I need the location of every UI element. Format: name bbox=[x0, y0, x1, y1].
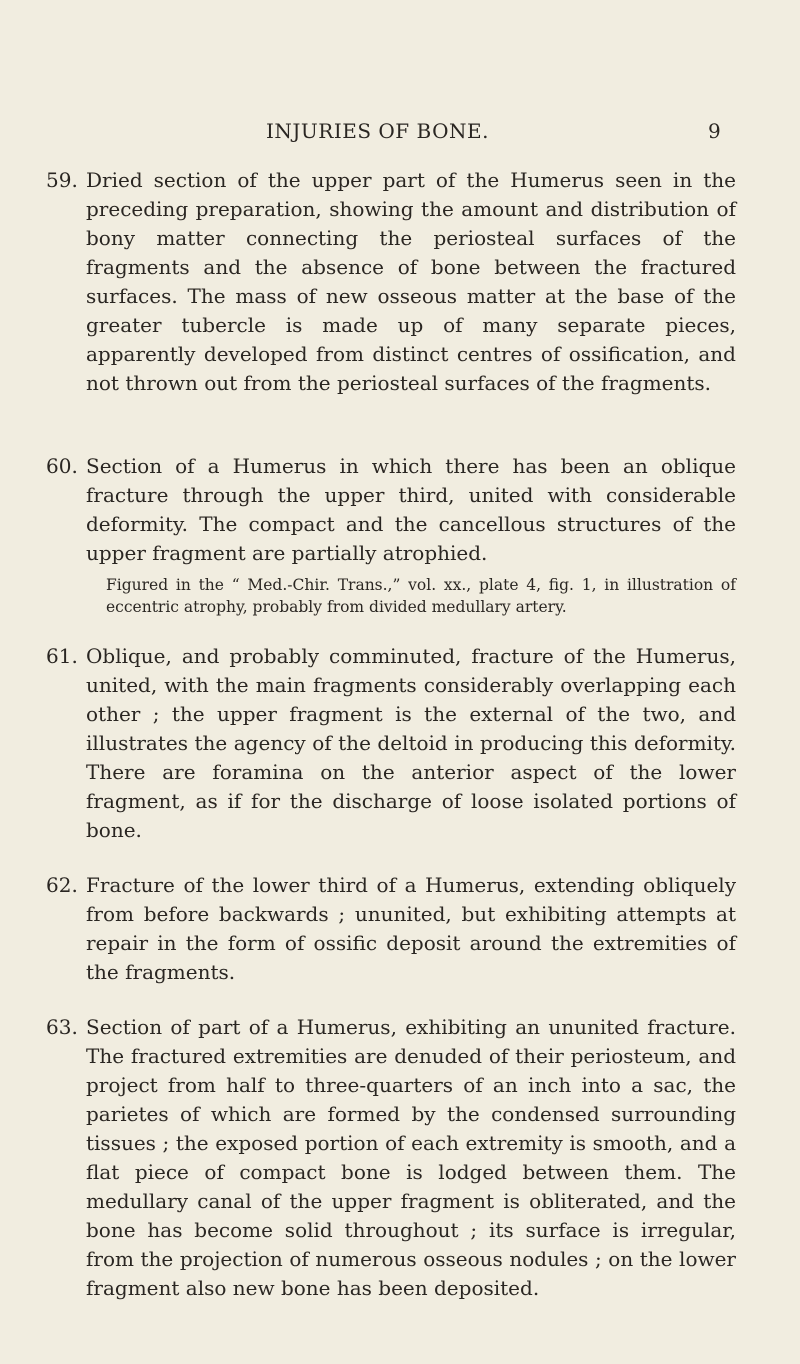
entry-text: Section of a Humerus in which there has been an oblique fracture through the upper third, united with considerable deformity. The compact and the cancellous structures of the upper fragment are partially atrophied. bbox=[86, 454, 736, 565]
page-number: 9 bbox=[708, 119, 721, 143]
catalogue-entry-60 bbox=[46, 452, 736, 618]
catalogue-entry-62 bbox=[46, 871, 736, 987]
entry-number: 63. bbox=[46, 1015, 78, 1039]
running-title: INJURIES OF BONE. bbox=[266, 119, 489, 143]
catalogue-entry-59 bbox=[46, 166, 736, 398]
entry-footnote: Figured in the “ Med.-Chir. Trans.,” vol. xx., plate 4, fig. 1, in illustration of eccentric atrophy, probably from divided medullary artery. bbox=[106, 576, 736, 616]
entry-text: Dried section of the upper part of the Humerus seen in the preceding preparation, showing the amount and distribution of bony matter connecting the periosteal surfaces of the fragments and the absence of bone between the fractured surfaces. The mass of new osseous matter at the base of the greater tubercle is made up of many separate pieces, apparently developed from distinct centres of ossification, and not thrown out from the periosteal surfaces of the fragments. bbox=[86, 168, 736, 395]
running-head bbox=[0, 118, 800, 148]
catalogue-entry-63 bbox=[46, 1013, 736, 1303]
entry-number: 61. bbox=[46, 644, 78, 668]
entry-number: 62. bbox=[46, 873, 78, 897]
entry-text: Fracture of the lower third of a Humerus, extending obliquely from before backwards ; ununited, but exhibiting attempts at repair in the form of ossific deposit around the extremities of the fragments. bbox=[86, 873, 736, 984]
entry-number: 60. bbox=[46, 454, 78, 478]
entry-text: Oblique, and probably comminuted, fracture of the Humerus, united, with the main fragments considerably overlapping each other ; the upper fragment is the external of the two, and illustrates the agency of the deltoid in producing this deformity. There are foramina on the anterior aspect of the lower fragment, as if for the discharge of loose isolated portions of bone. bbox=[86, 644, 736, 842]
entry-text: Section of part of a Humerus, exhibiting an ununited fracture. The fractured extremities are denuded of their periosteum, and project from half to three-quarters of an inch into a sac, the parietes of which are formed by the condensed surrounding tissues ; the exposed portion of each extremity is smooth, and a flat piece of compact bone is lodged between them. The medullary canal of the upper fragment is obliterated, and the bone has become solid throughout ; its surface is irregular, from the projection of numerous osseous nodules ; on the lower fragment also new bone has been deposited. bbox=[86, 1015, 736, 1300]
catalogue-entry-61 bbox=[46, 642, 736, 845]
entry-number: 59. bbox=[46, 168, 78, 192]
